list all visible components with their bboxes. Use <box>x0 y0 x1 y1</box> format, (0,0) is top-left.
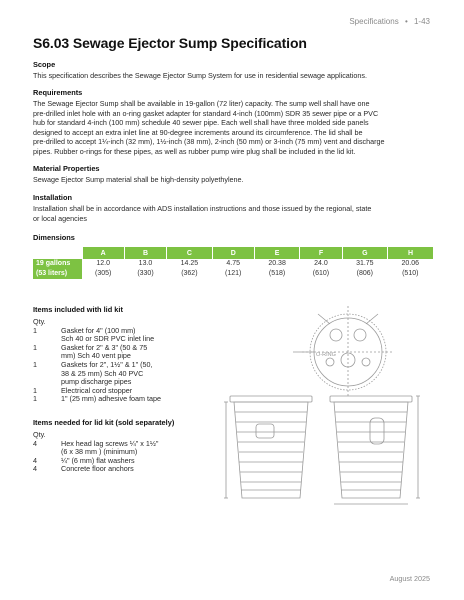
item-desc: Gaskets for 2", 1½" & 1" (50, 38 & 25 mm) Sch 40 PVC pump discharge pipes <box>61 359 153 387</box>
col-header: A <box>82 247 124 259</box>
separator: • <box>404 17 408 26</box>
list-item <box>33 327 211 344</box>
value-cell: 31.75 <box>356 260 374 267</box>
installation-text <box>33 204 433 223</box>
item-qty: 1 <box>33 325 37 335</box>
page-header <box>349 17 430 26</box>
item-qty: 4 <box>33 455 37 465</box>
value-cell: (121) <box>225 270 242 277</box>
dimensions-mm-row <box>33 269 433 279</box>
value-cell: 12.0 <box>96 260 110 267</box>
requirements-heading: Requirements <box>33 88 83 97</box>
dimensions-table <box>33 247 433 279</box>
installation-heading: Installation <box>33 193 73 202</box>
qty-label: Qty. <box>33 430 46 439</box>
oring-label: O-RING <box>316 352 336 358</box>
col-header: C <box>167 247 212 259</box>
list-item <box>33 361 211 387</box>
item-desc: 1" (25 mm) adhesive foam tape <box>61 394 162 404</box>
value-cell: (610) <box>312 270 330 277</box>
item-desc: Gasket for 2" & 3" (50 & 75 mm) Sch 40 vent pipe <box>61 342 148 361</box>
scope-heading: Scope <box>33 60 56 69</box>
separate-kit-list <box>33 431 211 474</box>
value-cell: (510) <box>402 270 419 277</box>
footer-date: August 2025 <box>389 574 430 583</box>
item-qty: 1 <box>33 359 37 369</box>
requirements-line: designed to accept an extra inlet line at 90-degree increments around its circumference. The lid shall be <box>33 127 363 137</box>
value-cell: (518) <box>268 270 286 277</box>
item-desc: ¼" (6 mm) flat washers <box>61 455 135 465</box>
scope-text: This specification describes the Sewage Ejector Sump System for use in residential sewage applications. <box>33 71 367 80</box>
item-desc: Concrete floor anchors <box>61 464 134 474</box>
material-text: Sewage Ejector Sump material shall be high-density polyethylene. <box>33 175 244 184</box>
row-label: (53 liters) <box>33 269 82 279</box>
list-item <box>33 440 211 457</box>
requirements-line: pipes. Rubber o-rings for these pipes, as well as rubber pump wire plug shall be included in the lid kit. <box>33 146 356 156</box>
col-header: H <box>388 247 433 259</box>
lid-top-view <box>293 306 394 398</box>
value-cell: (362) <box>181 270 198 277</box>
value-cell: (330) <box>137 270 154 277</box>
value-cell: (305) <box>94 270 112 277</box>
item-qty: 4 <box>33 464 37 474</box>
lid-kit-list <box>33 318 211 404</box>
qty-label: Qty. <box>33 317 46 326</box>
page-title: S6.03 Sewage Ejector Sump Specification <box>33 35 307 51</box>
dimensions-inch-row <box>33 259 433 269</box>
corner-cell <box>33 247 82 259</box>
value-cell: 24.0 <box>314 260 328 267</box>
item-qty: 4 <box>33 438 37 448</box>
dimensions-heading: Dimensions <box>33 233 75 242</box>
value-cell: (806) <box>356 270 373 277</box>
item-qty: 1 <box>33 342 37 352</box>
list-item <box>33 344 211 361</box>
installation-line: or local agencies <box>33 213 87 223</box>
item-qty: 1 <box>33 385 37 395</box>
col-header: G <box>342 247 387 259</box>
requirements-line: The Sewage Ejector Sump shall be available in 19-gallon (72 liter) capacity. The sump well shall have one <box>33 99 370 108</box>
installation-line: Installation shall be in accordance with ADS installation instructions and those issued by the regional, state <box>33 204 372 213</box>
requirements-line: pre-drilled inlet hole with an o-ring gasket adapter for standard 4-inch (100mm) SDR 35 sewer pipe or a PVC <box>33 108 379 118</box>
separate-kit-heading: Items needed for lid kit (sold separately) <box>33 418 175 427</box>
item-desc: Hex head lag screws ¼" x 1½" (6 x 38 mm ) (minimum) <box>61 438 159 457</box>
requirements-line: hub for standard 4-inch (100 mm) schedule 40 sewer pipe. Each well shall have three molded side panels <box>33 118 369 128</box>
requirements-text <box>33 99 433 157</box>
value-cell: 20.06 <box>401 260 420 267</box>
dimensions-header-row <box>33 247 433 259</box>
sump-elevation-right <box>330 396 420 504</box>
material-heading: Material Properties <box>33 164 100 173</box>
list-item <box>33 465 211 474</box>
item-desc: Electrical cord stopper <box>61 385 133 395</box>
page-number: 1-43 <box>413 17 430 26</box>
list-item <box>33 395 211 404</box>
value-cell: 14.25 <box>180 260 199 267</box>
value-cell: 20.38 <box>268 260 286 267</box>
col-header: D <box>212 247 254 259</box>
item-qty: 1 <box>33 394 37 404</box>
section-name: Specifications <box>349 17 399 26</box>
item-desc: Gasket for 4" (100 mm) Sch 40 or SDR PVC inlet line <box>61 325 155 344</box>
sump-elevation-left <box>224 396 312 498</box>
col-header: F <box>300 247 342 259</box>
col-header: B <box>124 247 166 259</box>
value-cell: 4.75 <box>226 260 241 267</box>
value-cell: 13.0 <box>138 260 153 267</box>
col-header: E <box>254 247 299 259</box>
sump-drawing <box>218 300 438 510</box>
lid-kit-heading: Items included with lid kit <box>33 305 123 314</box>
row-label: 19 gallons <box>33 259 82 269</box>
requirements-line: pre-drilled to accept 1¼-inch (32 mm), 1½-inch (38 mm), 2-inch (50 mm) or 3-inch (75 mm) vent and discharge <box>33 137 385 147</box>
